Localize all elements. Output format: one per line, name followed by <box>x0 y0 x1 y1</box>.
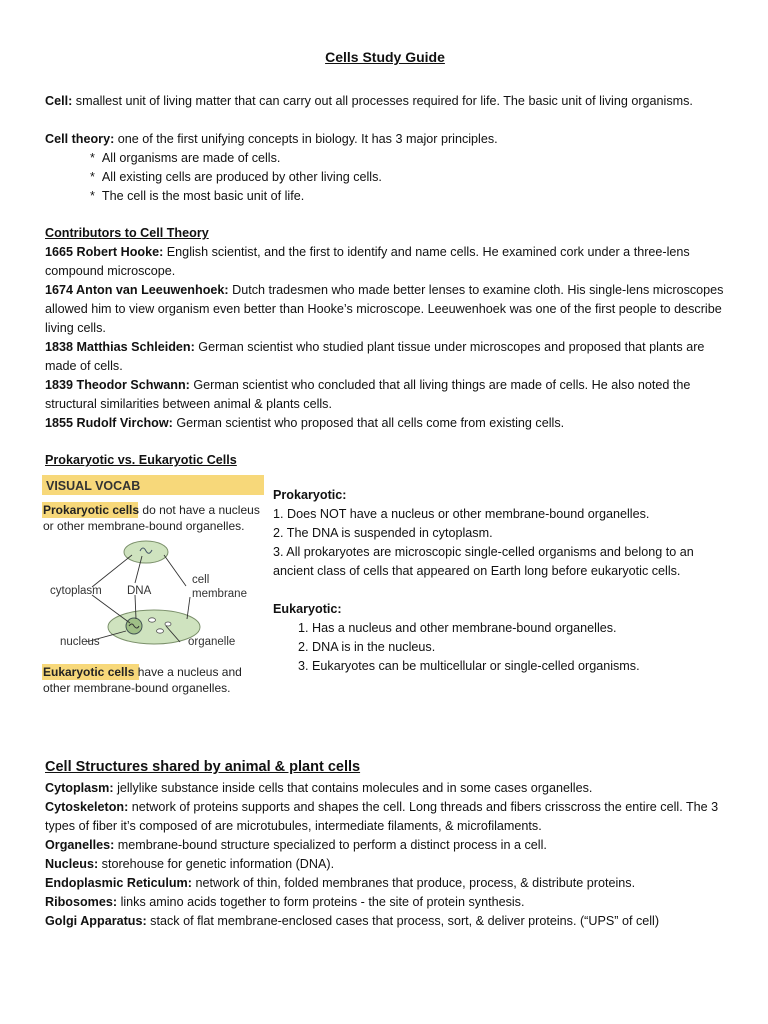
list-item: 3. All prokaryotes are microscopic single-celled organisms and belong to an ancient class of cells that appeared on Earth long before eukaryotic cells. <box>273 545 694 578</box>
contributor-text: German scientist who proposed that all cells come from existing cells. <box>172 415 565 430</box>
list-item: 1. Does NOT have a nucleus or other membrane-bound organelles. <box>273 507 650 522</box>
eukaryotic-label: Eukaryotic: <box>273 601 342 616</box>
structure-term: Organelles: <box>45 837 115 852</box>
list-item: 2. DNA is in the nucleus. <box>298 639 436 654</box>
cell-term: Cell: <box>45 93 73 108</box>
organelle-icon <box>165 622 171 626</box>
contributor-term: 1855 Rudolf Virchow: <box>45 415 173 430</box>
organelle-icon <box>149 618 156 622</box>
prokaryotic-cell <box>124 541 168 563</box>
page-title: Cells Study Guide <box>325 49 445 65</box>
eukaryotic-caption-line2: other membrane-bound organelles. <box>43 681 231 696</box>
list-item: 1. Has a nucleus and other membrane-bound organelles. <box>298 620 617 635</box>
structure-entry <box>45 836 725 855</box>
structure-text: jellylike substance inside cells that contains molecules and in some cases organelles. <box>113 781 593 796</box>
contributor-term: 1674 Anton van Leeuwenhoek: <box>45 283 229 298</box>
contributor-text: Dutch tradesmen who made better lenses to examine cloth. His single-lens microscopes allowed him to view organism even better than Hooke’s microscope. Leeuwenhoek was one of the first people to describe living cells. <box>45 283 724 335</box>
pro-euk-text <box>273 486 728 675</box>
structure-entry <box>45 855 725 874</box>
list-item: 3. Eukaryotes can be multicellular or single-celled organisms. <box>298 658 640 673</box>
cell-label: cell <box>192 574 210 587</box>
contributors-heading: Contributors to Cell Theory <box>45 226 209 241</box>
contributor-term: 1839 Theodor Schwann: <box>45 377 190 392</box>
contributor-entry <box>45 376 725 414</box>
cell-theory-definition <box>45 130 725 149</box>
structure-entry <box>45 874 725 893</box>
visual-vocab-banner: VISUAL VOCAB <box>46 479 141 494</box>
structure-entry <box>45 779 725 798</box>
contributor-term: 1665 Robert Hooke: <box>45 245 164 260</box>
structure-text: membrane-bound structure specialized to perform a distinct process in a cell. <box>114 837 547 852</box>
contributor-entry <box>45 414 725 433</box>
structure-text: links amino acids together to form proteins - the site of protein synthesis. <box>117 894 525 909</box>
structure-text: stack of flat membrane-enclosed cases that process, sort, & deliver proteins. (“UPS” of cell) <box>146 913 660 928</box>
cell-theory-principles <box>45 149 725 206</box>
eukaryotic-list <box>273 619 728 676</box>
structures-heading: Cell Structures shared by animal & plant cells <box>45 759 361 776</box>
organelle-label: organelle <box>188 636 236 649</box>
structure-term: Golgi Apparatus: <box>45 913 147 928</box>
contributor-entry <box>45 243 725 281</box>
contributor-entry <box>45 281 725 338</box>
list-item: * All organisms are made of cells. <box>90 149 725 168</box>
study-guide-page <box>45 48 725 930</box>
structure-term: Ribosomes: <box>45 894 118 909</box>
list-item: * All existing cells are produced by other living cells. <box>90 168 725 187</box>
structure-term: Endoplasmic Reticulum: <box>45 875 192 890</box>
pro-euk-section <box>45 474 725 706</box>
prokaryotic-caption-line2: or other membrane-bound organelles. <box>43 519 245 534</box>
cytoplasm-label: cytoplasm <box>50 585 102 598</box>
membrane-label: membrane <box>192 588 247 601</box>
organelle-icon <box>157 629 164 633</box>
eukaryotic-cell <box>108 610 200 644</box>
prokaryotic-caption-line1: Prokaryotic cells do not have a nucleus <box>43 503 260 518</box>
eukaryotic-caption-line1: Eukaryotic cells have a nucleus and <box>43 665 242 680</box>
structure-text: network of thin, folded membranes that produce, process, & distribute proteins. <box>191 875 636 890</box>
cell-theory-text: one of the first unifying concepts in biology. It has 3 major principles. <box>114 131 498 146</box>
pro-euk-heading: Prokaryotic vs. Eukaryotic Cells <box>45 453 237 468</box>
nucleus-label: nucleus <box>60 636 100 649</box>
list-item: * The cell is the most basic unit of life. <box>90 187 725 206</box>
visual-vocab-figure <box>42 475 264 697</box>
structure-entry <box>45 912 725 931</box>
cell-theory-term: Cell theory: <box>45 131 115 146</box>
list-item: 2. The DNA is suspended in cytoplasm. <box>273 526 493 541</box>
contributor-text: German scientist who studied plant tissue under microscopes and proposed that plants are made of cells. <box>45 339 705 373</box>
contributor-text: German scientist who concluded that all living things are made of cells. He also noted the structural similarities between animal & plants cells. <box>45 377 691 411</box>
cell-text: smallest unit of living matter that can carry out all processes required for life. The basic unit of living organisms. <box>72 93 693 108</box>
structure-entry <box>45 893 725 912</box>
cell-definition <box>45 92 725 111</box>
contributor-text: English scientist, and the first to identify and name cells. He examined cork under a three-lens compound microscope. <box>45 245 690 279</box>
structure-term: Nucleus: <box>45 856 99 871</box>
structure-text: network of proteins supports and shapes the cell. Long threads and fibers crisscross the entire cell. The 3 types of fiber it’s composed of are microtubules, intermediate filaments, & microfilaments. <box>45 800 719 834</box>
dna-label: DNA <box>127 585 152 598</box>
contributor-term: 1838 Matthias Schleiden: <box>45 339 195 354</box>
structure-text: storehouse for genetic information (DNA). <box>98 856 335 871</box>
structure-term: Cytoskeleton: <box>45 800 129 815</box>
structure-term: Cytoplasm: <box>45 781 114 796</box>
prokaryotic-label: Prokaryotic: <box>273 488 347 503</box>
contributor-entry <box>45 338 725 376</box>
structure-entry <box>45 798 725 836</box>
